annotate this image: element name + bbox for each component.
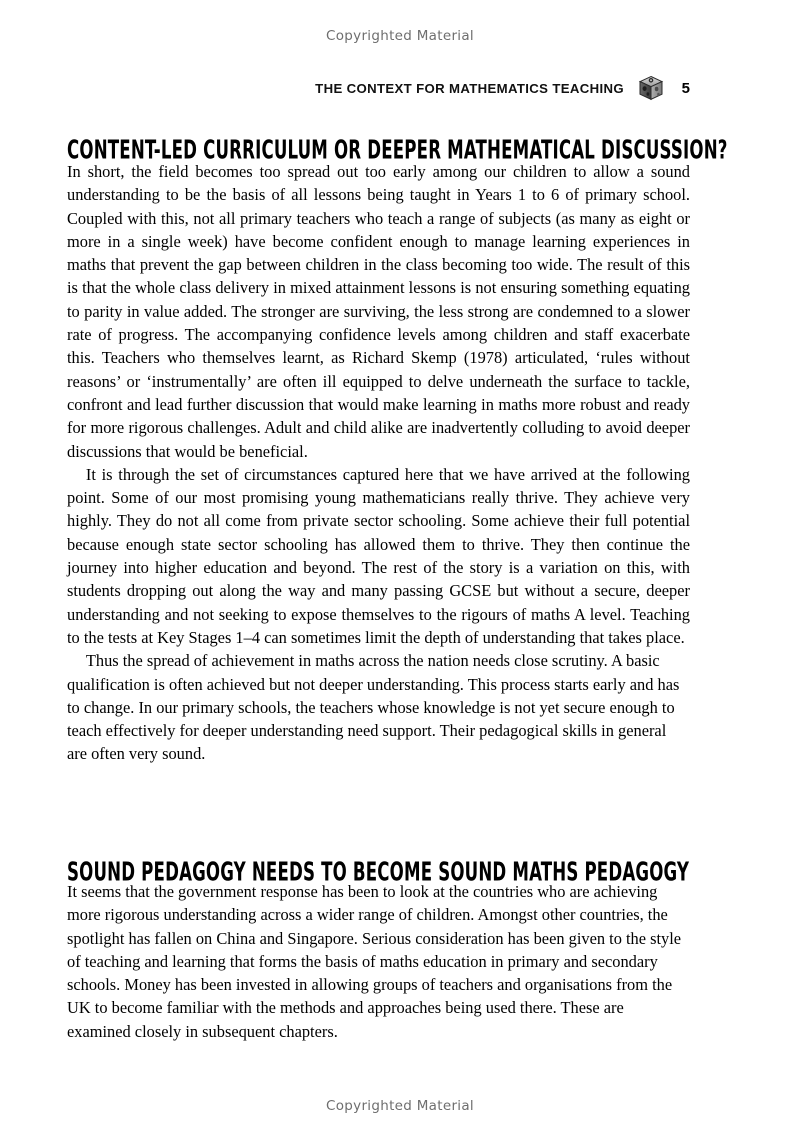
paragraph: Thus the spread of achievement in maths across the nation needs close scrutiny. A basic qualification is often achieved but not deeper understanding. This process starts early and has to change. In our primary schools, the teachers whose knowledge is not yet secure enough to teach effectively for deeper understanding need support. Their pedagogical skills in general are often very sound.	[67, 651, 680, 764]
section-heading-sound-pedagogy: SOUND PEDAGOGY NEEDS TO BECOME SOUND MATHS PEDAGOGY	[67, 857, 690, 888]
copyright-watermark-top: Copyrighted Material	[326, 28, 474, 44]
body-text-section-one	[67, 160, 690, 766]
copyright-watermark-bottom: Copyrighted Material	[326, 1098, 474, 1114]
page-number: 5	[681, 79, 690, 97]
running-head	[67, 76, 690, 100]
cube-icon	[638, 75, 664, 101]
running-head-title: THE CONTEXT FOR MATHEMATICS TEACHING	[315, 80, 624, 96]
body-text-section-two	[67, 880, 690, 1043]
section-heading-content-led-curriculum: CONTENT-LED CURRICULUM OR DEEPER MATHEMATICAL DISCUSSION?	[67, 135, 728, 166]
paragraph: In short, the field becomes too spread out too early among our children to allow a sound understanding to be the basis of all lessons being taught in Years 1 to 6 of primary school. Coupled with this, not all primary teachers who teach a range of subjects (as many as eight or more in a single week) have become confident enough to manage learning experiences in maths that prevent the gap between children in the class becoming too wide. The result of this is that the whole class delivery in mixed attainment lessons is not ensuring something equating to parity in value added. The stronger are surviving, the less strong are condemned to a slower rate of progress. The accompanying confidence levels among children and staff exacerbate this. Teachers who themselves learnt, as Richard Skemp (1978) articulated, ‘rules without reasons’ or ‘instrumentally’ are often ill equipped to delve underneath the surface to tackle, confront and lead further discussion that would make learning in maths more robust and ready for more rigorous challenges. Adult and child alike are inadvertently colluding to avoid deeper discussions that would be beneficial.	[67, 162, 690, 461]
paragraph: It seems that the government response has been to look at the countries who are achieving more rigorous understanding across a wider range of children. Amongst other countries, the spotlight has fallen on China and Singapore. Serious consideration has been given to the style of teaching and learning that forms the basis of maths education in primary and secondary schools. Money has been invested in allowing groups of teachers and organisations from the UK to become familiar with the methods and approaches being used there. These are examined closely in subsequent chapters.	[67, 882, 682, 1041]
paragraph: It is through the set of circumstances captured here that we have arrived at the following point. Some of our most promising young mathematicians really thrive. They achieve very highly. They do not all come from private sector schooling. Some achieve their full potential because enough state sector schooling has allowed them to thrive. They then continue the journey into higher education and beyond. The rest of the story is a variation on this, with students dropping out along the way and many passing GCSE but without a secure, deeper understanding and not seeking to expose themselves to the rigours of maths A level. Teaching to the tests at Key Stages 1–4 can sometimes limit the depth of understanding that takes place.	[67, 464, 690, 647]
